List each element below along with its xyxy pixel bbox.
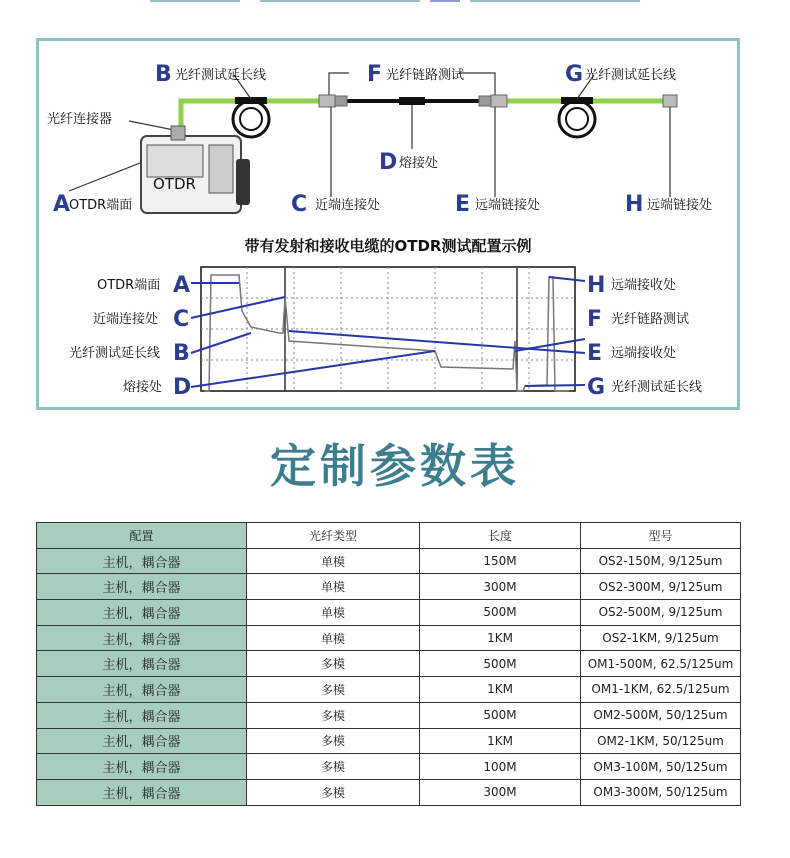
table-row [37,651,741,677]
cell-length: 500M [420,651,581,677]
cell-fiber-type: 多模 [247,754,420,780]
trace-legend-left-0-letter: A [173,273,191,298]
table-row [37,728,741,754]
label-h-text: 远端链接处 [647,198,713,213]
cell-length: 1KM [420,728,581,754]
cell-config: 主机，耦合器 [37,574,247,600]
otdr-diagram [39,41,737,407]
connector-h [663,95,677,107]
header-fiber-type: 光纤类型 [247,523,420,549]
connector-e [479,95,507,107]
trace-legend-left-1-letter: C [173,307,190,332]
device-label: OTDR [153,175,196,193]
cell-length: 300M [420,779,581,805]
trace-legend-right-1-text: 光纤链路测试 [611,312,690,327]
label-h-letter: H [625,192,644,217]
cell-fiber-type: 多模 [247,728,420,754]
label-a-text: OTDR端面 [69,198,133,213]
trace-legend-left-0-text: OTDR端面 [97,278,161,293]
trace-legend-left-3-text: 熔接处 [123,380,163,395]
cell-fiber-type: 单模 [247,625,420,651]
cell-length: 150M [420,548,581,574]
cell-model: OM1-500M, 62.5/125um [581,651,741,677]
trace-legend-right-0-text: 远端接收处 [611,278,677,293]
table-row [37,677,741,703]
otdr-diagram-frame [36,38,740,410]
trace-legend-right-0-letter: H [587,273,606,298]
label-b-text: 光纤测试延长线 [175,68,267,83]
table-header-row [37,523,741,549]
parameter-table [36,522,741,806]
cell-length: 500M [420,702,581,728]
cell-length: 500M [420,600,581,626]
trace-legend-right-2-letter: E [587,341,603,366]
table-row [37,600,741,626]
cell-config: 主机，耦合器 [37,651,247,677]
cell-fiber-type: 单模 [247,548,420,574]
cell-config: 主机，耦合器 [37,677,247,703]
cell-length: 100M [420,754,581,780]
otdr-trace-plot [191,267,585,391]
label-b-letter: B [155,62,172,87]
trace-title: 带有发射和接收电缆的OTDR测试配置示例 [244,237,532,255]
header-model: 型号 [581,523,741,549]
section-title: 定制参数表 [270,439,520,493]
cell-model: OM3-300M, 50/125um [581,779,741,805]
trace-legend-left-1-text: 近端连接处 [93,312,159,327]
cell-model: OM3-100M, 50/125um [581,754,741,780]
cropped-header-fragment [0,0,790,18]
label-a-letter: A [53,192,71,217]
label-connector: 光纤连接器 [47,112,113,127]
cell-fiber-type: 多模 [247,702,420,728]
header-config: 配置 [37,523,247,549]
cell-config: 主机，耦合器 [37,702,247,728]
label-e-letter: E [455,192,471,217]
connector-c [319,95,347,107]
cell-fiber-type: 多模 [247,677,420,703]
label-e-text: 远端链接处 [475,198,541,213]
table-row [37,625,741,651]
header-length: 长度 [420,523,581,549]
trace-legend-right-2-text: 远端接收处 [611,346,677,361]
table-row [37,702,741,728]
label-f-letter: F [367,62,383,87]
cell-fiber-type: 单模 [247,574,420,600]
cell-model: OM1-1KM, 62.5/125um [581,677,741,703]
trace-legend-left-2-text: 光纤测试延长线 [69,346,161,361]
trace-legend-right-1-letter: F [587,307,603,332]
cell-config: 主机，耦合器 [37,728,247,754]
table-row [37,574,741,600]
trace-legend-right-3-letter: G [587,375,606,400]
cell-config: 主机，耦合器 [37,779,247,805]
device-connector [171,126,185,140]
table-row [37,779,741,805]
label-g-letter: G [565,62,584,87]
cell-config: 主机，耦合器 [37,625,247,651]
label-g-text: 光纤测试延长线 [585,68,677,83]
cell-fiber-type: 单模 [247,600,420,626]
cell-model: OS2-1KM, 9/125um [581,625,741,651]
cell-fiber-type: 多模 [247,651,420,677]
cell-model: OS2-300M, 9/125um [581,574,741,600]
otdr-device [141,126,250,213]
cell-model: OS2-500M, 9/125um [581,600,741,626]
label-d-letter: D [379,150,398,175]
cell-model: OM2-1KM, 50/125um [581,728,741,754]
fiber-coil-b [233,97,269,137]
cell-length: 1KM [420,625,581,651]
splice-sleeve [399,97,425,105]
cell-model: OS2-150M, 9/125um [581,548,741,574]
cell-length: 300M [420,574,581,600]
label-d-text: 熔接处 [399,156,439,171]
trace-legend-right-3-text: 光纤测试延长线 [611,380,703,395]
label-f-text: 光纤链路测试 [386,68,465,83]
table-row [37,548,741,574]
cell-fiber-type: 多模 [247,779,420,805]
table-row [37,754,741,780]
label-c-letter: C [291,192,308,217]
label-c-text: 近端连接处 [315,198,381,213]
fiber-coil-g [559,97,595,137]
cell-length: 1KM [420,677,581,703]
cell-config: 主机，耦合器 [37,754,247,780]
cell-config: 主机，耦合器 [37,600,247,626]
cell-config: 主机，耦合器 [37,548,247,574]
trace-legend-left-3-letter: D [173,375,192,400]
cell-model: OM2-500M, 50/125um [581,702,741,728]
trace-legend-left-2-letter: B [173,341,190,366]
